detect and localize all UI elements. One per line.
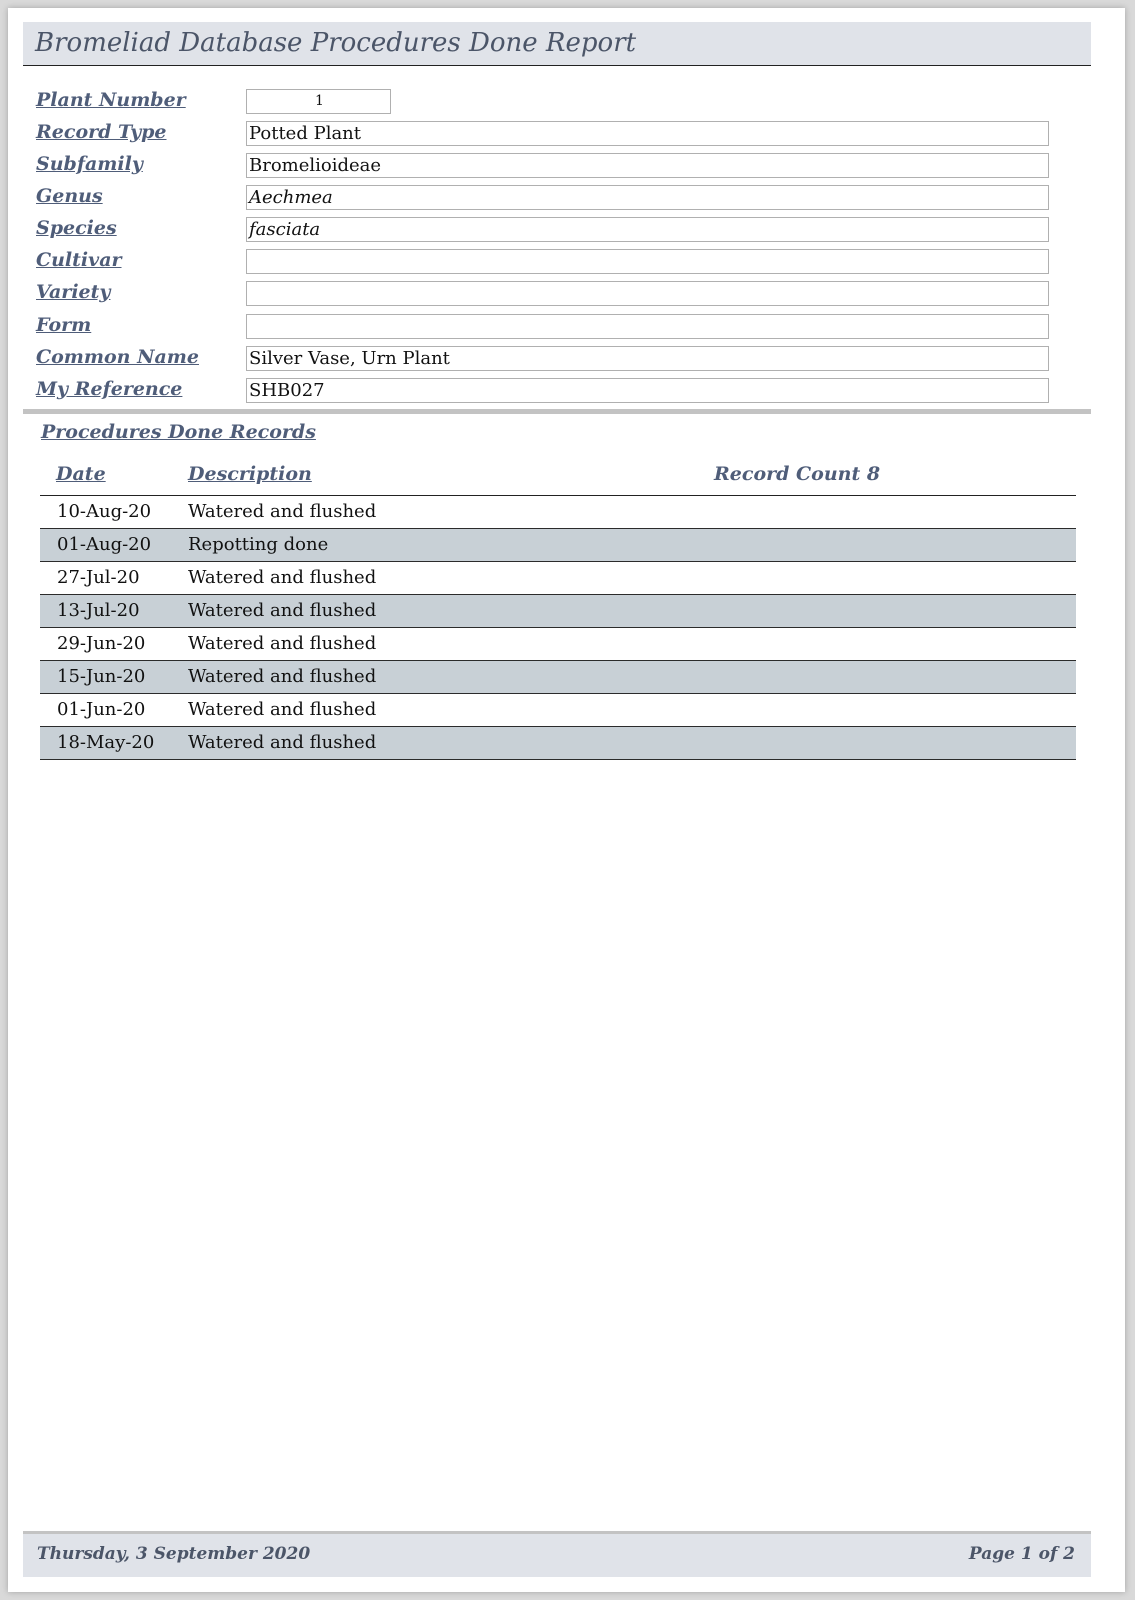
report-title: Bromeliad Database Procedures Done Report — [35, 28, 637, 58]
row-date: 29-Jun-20 — [57, 633, 146, 654]
common-name-label: Common Name — [36, 346, 199, 368]
my-reference-label: My Reference — [36, 378, 183, 400]
table-row — [40, 496, 1076, 529]
date-column-header: Date — [56, 463, 106, 485]
subfamily-label: Subfamily — [36, 153, 143, 175]
procedures-table — [40, 496, 1076, 760]
footer-date: Thursday, 3 September 2020 — [37, 1544, 311, 1564]
table-row — [40, 727, 1076, 760]
row-date: 15-Jun-20 — [57, 666, 146, 687]
row-description: Watered and flushed — [188, 501, 377, 522]
cultivar-value — [246, 249, 1049, 274]
table-row — [40, 595, 1076, 628]
row-date: 18-May-20 — [57, 732, 155, 753]
table-row — [40, 529, 1076, 562]
plant-number-value: 1 — [246, 89, 391, 114]
record-type-value: Potted Plant — [246, 121, 1049, 146]
form-label: Form — [36, 314, 92, 336]
record-type-label: Record Type — [36, 121, 167, 143]
report-page — [8, 8, 1125, 1592]
report-footer — [23, 1531, 1091, 1577]
variety-label: Variety — [36, 281, 111, 303]
row-date: 13-Jul-20 — [57, 600, 140, 621]
table-row — [40, 628, 1076, 661]
common-name-value: Silver Vase, Urn Plant — [246, 346, 1049, 371]
species-label: Species — [36, 217, 117, 239]
row-description: Watered and flushed — [188, 666, 377, 687]
row-description: Watered and flushed — [188, 732, 377, 753]
record-count: Record Count 8 — [714, 463, 881, 485]
species-value: fasciata — [246, 217, 1049, 242]
table-row — [40, 562, 1076, 595]
row-date: 01-Aug-20 — [57, 534, 152, 555]
row-date: 01-Jun-20 — [57, 699, 146, 720]
row-description: Repotting done — [188, 534, 329, 555]
form-value — [246, 314, 1049, 339]
subfamily-value: Bromelioideae — [246, 153, 1049, 178]
plant-number-label: Plant Number — [36, 89, 186, 111]
row-description: Watered and flushed — [188, 699, 377, 720]
row-description: Watered and flushed — [188, 633, 377, 654]
table-row — [40, 694, 1076, 727]
description-column-header: Description — [188, 463, 312, 485]
section-divider — [23, 409, 1091, 414]
my-reference-value: SHB027 — [246, 378, 1049, 403]
genus-value: Aechmea — [246, 185, 1049, 210]
table-row — [40, 661, 1076, 694]
report-header — [23, 22, 1091, 66]
cultivar-label: Cultivar — [36, 249, 122, 271]
row-date: 27-Jul-20 — [57, 567, 140, 588]
page-number: Page 1 of 2 — [968, 1544, 1075, 1564]
procedures-section-title: Procedures Done Records — [41, 421, 316, 443]
row-date: 10-Aug-20 — [57, 501, 152, 522]
row-description: Watered and flushed — [188, 567, 377, 588]
row-description: Watered and flushed — [188, 600, 377, 621]
variety-value — [246, 281, 1049, 306]
genus-label: Genus — [36, 185, 103, 207]
